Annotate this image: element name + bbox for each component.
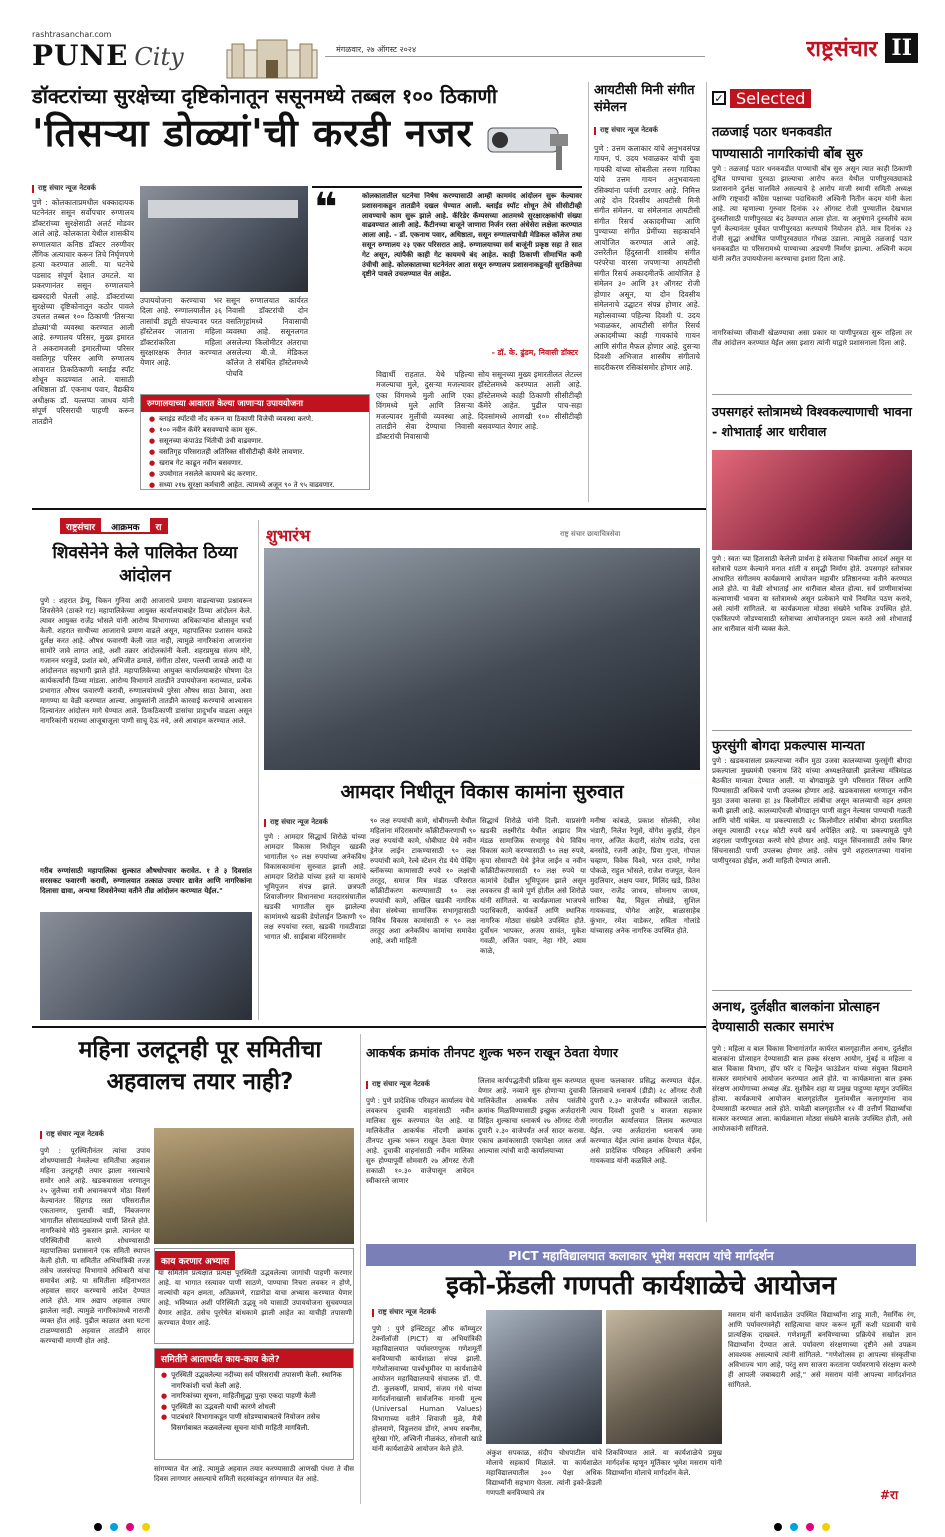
fursungi-headline: फुरसुंगी बोगदा प्रकल्पास मान्यता	[712, 739, 865, 754]
vikas-byline: राष्ट्र संचार न्यूज नेटवर्क	[264, 818, 328, 827]
pict-photo-1	[486, 1310, 602, 1444]
vikas-photo	[264, 548, 700, 770]
measures-list	[141, 412, 369, 493]
selected-label	[712, 88, 872, 108]
pict-col3: शिकविण्यात आले. या कार्यशाळेचे प्रमुख मार्गदर्शक म्हणून मूर्तिकार भूमेश मसराम यांनी विद्यार्थ्यांना मोलाचे मार्गदर्शन केले.	[606, 1449, 722, 1477]
divider	[712, 394, 912, 395]
music-text: पुणे : उत्तम कलाकार यांचे अनुभवसंपन्न गायन, पं. उदय भवाळकर यांची युवा गायकी यांच्या सोबतीला तरुण गायिका यांचे उत्तम गायन अनुभवायला रसिक्यांना पर्वणी ठरणार आहे. निमित्त आहे दोन दिवसीय आयटीसी मिनी संगीत संमेलन. या संमेलनात आयटीसी संगीत रिसर्च अकादमीच्या आणि पुण्याच्या संगीत प्रेमींच्या सहकार्याने आयोजित करण्यात आले आहे. उत्तरेतील हिंदुस्तानी शास्त्रीय संगीत परंपरेचा वारसा जपणाऱ्या आयटीसी संगीत रिसर्च अकादमीतर्फे आयोजित हे संमेलन ३० आणि ३१ ऑगस्ट रोजी होणार असून, या दोन दिवसीय संमेलनाचे उद्घाटन संपन्न होणार आहे. महोत्सवाच्या पहिल्या दिवशी पं. उदय भवाळकर, आयटीसी संगीत रिसर्च अकादमीच्या काही गायकांचे गायन आणि संगीत मैफल होणार आहे. दुसऱ्या दिवशी अभिजात शास्त्रीय संगीताचे सादरीकरण रसिकांसमोर होणार आहे.	[594, 144, 700, 372]
edition-label: PUNE	[32, 39, 129, 72]
divider	[258, 520, 259, 1020]
divider	[32, 508, 706, 510]
pict-col4: मसराम यांनी कार्यशाळेत उपस्थित विद्यार्थ्यांना शाडू माती, नैसर्गिक रंग, आणि पर्यावरणस्नेही साहित्याचा वापर करून मूर्ती कशी घडवावी याचे प्रात्यक्षिक दाखवले. गणेशमूर्ती बनविण्याच्या प्रक्रियेचे सखोल ज्ञान विद्यार्थ्यांना देण्यात आले. पर्यावरण संरक्षणाच्या दृष्टीने असे उपक्रम आवश्यक असल्याचे त्यांनी सांगितले. "गणेशोत्सव हा आपल्या संस्कृतीचा अविभाज्य भाग आहे, परंतु सण साजरा करताना पर्यावरणाचे संरक्षण करणे ही आपली जबाबदारी आहे," असे मसराम यांनी आपल्या मार्गदर्शनात सांगितले.	[728, 1311, 916, 1389]
aarakshan-col2: लिलाव कार्यपद्धतीची प्रक्रिया सुरू करण्यात येणार आहे. नव्याने सुरु होणाऱ्या दुचाकी मालिकेतील आकर्षक तसेच पसंतीचे क्रमांक मिळविण्यासाठी इच्छुक अर्जदारांनी विहित शुल्काचा धनाकर्ष २७ ऑगस्ट रोजी दुपारी २.३० वाजेपर्यंत अर्ज सादर करावा. एकाच क्रमांकासाठी एकापेक्षा जास्त अर्ज आल्यास त्यांची यादी कार्यालयाच्या	[478, 1077, 586, 1155]
measures-box	[140, 394, 370, 490]
done-item: ● पूरस्थिती का उद्भवली याची कारणे शोधली	[161, 1402, 276, 1411]
masthead-left	[32, 30, 232, 86]
lead-col2: उपाययोजना करण्याचा भर दिला आहे. रुग्णालयातील ३६ तासांची ड्यूटी संपल्यावर परत हॉस्टेलवर जाताना महिला डॉक्टरांकरिता महिला सुरक्षारक्षक तैनात करण्यात येणार आहे.	[140, 296, 222, 368]
vikas-section: शुभारंभ	[266, 526, 311, 545]
print-register-dots-right	[770, 1516, 834, 1535]
anath-text: पुणे : महिला व बाल विकास विभागांतर्गत कार्यरत बालगृहातील अनाथ, दुर्लक्षीत बालकांना प्रोत्साहन देण्यासाठी बाल हक्क संरक्षण आयोग, मुंबई व महिला व बाल विकास विभाग, हॉप फॉर द चिल्ड्रेन फाउंडेशन यांच्या संयुक्त विद्यमाने सत्कार समारंभाचे आयोजन करण्यात आले होते. या कार्यक्रमाला बाल हक्क संरक्षण आयोगाच्या अध्यक्ष ॲड. सुशीबेन शहा या प्रमुख पाहुण्या म्हणून उपस्थित होत्या. कार्यक्रमाचे आयोजन बालगृहांतील मुलांमधील कलागुणांना वाव देण्यासाठी करण्यात आले होते. यावेळी बालगृहातील १२ वी उत्तीर्ण विद्यार्थ्यांचा सत्कार करण्यात आला. कार्यक्रमाला मोठ्या संख्येने बालके उपस्थित होती, असे आयोजकांनी सांगितले.	[712, 1045, 912, 1133]
pict-byline: राष्ट्र संचार न्यूज नेटवर्क	[372, 1308, 436, 1317]
shiv-text: पुणे : शहरात डेंग्यू, चिकन गुनिया आदी आजाराचे प्रमाण वाढल्याच्या प्रश्नावरून शिवसेनेने (ठाकरे गट) महापालिकेच्या आयुक्त कार्यालयाबाहेर ठिय्या आंदोलन केले. त्यावर आयुक्त राजेंद्र भोसले यांनी आरोग्य विभागाच्या अधिकाऱ्यांना बोलावून चर्चा केली. शहरात साथीच्या आजाराचे प्रमाण वाढले असून, महापालिका प्रशासन याकडे दुर्लक्ष करत आहे. औषध फवारणी केली जात नाही, त्यामुळे नागरिकांना आजारांना सामोरे जावे लागत आहे, अशी तक्रार आंदोलकांनी केली. शहरप्रमुख संजय मोरे, गजानन थरकुडे, प्रशांत बधे, अभिजीत ढमाले, संगीता ठोसर, पल्लवी जावळे आदी या आंदोलनात सहभागी झाले होते. महापालिकेच्या आयुक्त कार्यालयाबाहेर घोषणा देत कार्यकर्त्यांनी ठिय्या मांडला. आरोग्य विभागाने तातडीने उपाययोजना कराव्यात, प्रत्येक प्रभागात औषध फवारणी करावी, रुग्णालयांमध्ये पुरेसा औषध साठा ठेवावा, अशा मागण्या या वेळी करण्यात आल्या. आयुक्तांनी तातडीने कारवाई करण्याचे आश्वासन दिल्यानंतर आंदोलन मागे घेण्यात आले. ठिकठिकाणी डासांचा प्रादुर्भाव वाढला असून नागरिकांनी घराच्या आजूबाजूला पाणी साचू देऊ नये, असे आवाहन करण्यात आले.	[40, 597, 252, 725]
flood-headline: महिना उलटूनही पूर समितीचा अहवालच तयार नाही?	[78, 1037, 322, 1095]
edition-script: City	[134, 43, 184, 71]
pict-headline: इको-फ्रेंडली गणपती कार्यशाळेचे आयोजन	[445, 1271, 837, 1301]
shiv-tag	[60, 518, 240, 534]
cctv-camera-icon	[470, 108, 580, 178]
divider	[588, 82, 589, 502]
aarakshan-headline: आकर्षक क्रमांक तीनपट शुल्क भरुन राखून ठेवता येणार	[366, 1045, 618, 1060]
divider	[706, 82, 707, 1222]
lead-col6: सोय ससूनच्या मुख्य इमारतीलत लेटल्ल हॉस्टेलमध्ये करण्यात आली आहे. हॉस्टेलमध्ये काही ठिकाणी सीसीटीव्ही कॅमेरे आहेत. पुढील पाच-सहा दिवसांमध्ये आणखी १०० सीसीटीव्ही बसवण्यात येणार आहे.	[478, 370, 582, 432]
checkbox-icon: ✓	[712, 91, 726, 105]
issue-date: मंगळवार, २७ ऑगस्ट २०२४	[336, 45, 417, 54]
flood-text: पुणे : पूरस्थितीनंतर त्यांचा उपाय शोधण्यासाठी नेमलेल्या समितीचा अहवाल महिना उलटूनही तयार झाला नसल्याचे समोर आले आहे. खडकवासला धरणातून २५ जुलैच्या रात्री अचानकपणे मोठा विसर्ग केल्यानंतर सिंहगड रस्ता परिसरातील एकतानगर, पुलाची वाडी, निंबजनगर भागातील सोसायट्यांमध्ये पाणी शिरले होते. नागरिकांचे मोठे नुकसान झाले. त्यानंतर या परिस्थितीची कारणे शोधण्यासाठी महापालिका प्रशासनाने एक समिती स्थापन केली होती. या समितीत अभियांत्रिकी तज्ज्ञ तसेच जलसंपदा विभागाचे अधिकारी यांचा समावेश आहे. या समितीला महिनाभरात अहवाल सादर करण्याचे आदेश देण्यात आले होते. मात्र अद्याप अहवाल तयार झालेला नाही. त्यामुळे नागरिकांमध्ये नाराजी व्यक्त होत आहे. पुढील काळात अशा घटना टाळण्यासाठी अहवाल तातडीने सादर करण्याची मागणी होत आहे.	[40, 1147, 150, 1345]
done-item: ● नागरिकांच्या सूचना, माहितीसुद्धा पुन्हा एकदा पाहणी केली	[161, 1392, 316, 1400]
measure-item: ● सध्या २१७ सुरक्षा कर्मचारी आहेत. त्यामध्ये अजून ९० ते ९५ वाढवणार.	[149, 481, 335, 489]
divider	[712, 990, 912, 991]
selected-h2: पाण्यासाठी नागरिकांची बोंब सुरु	[712, 147, 863, 162]
measure-item: ● खराब गेट काढून नवीन बसवणार.	[149, 459, 243, 467]
flood-done-title: समितीने आतापर्यंत काय-काय केले?	[155, 1349, 353, 1368]
fursungi-text: पुणे : खडकवासला प्रकल्पाच्या नवीन मुठा उजवा कालव्याच्या फुरसुंगी बोगदा प्रकल्पाला मुख्यमंत्री एकनाथ शिंदे यांच्या अध्यक्षतेखाली झालेल्या मंत्रिमंडळ बैठकीत मान्यता देण्यात आली. या बोगद्यामुळे पुणे परिसरात सिंचन आणि पिण्यासाठी अधिकचे पाणी उपलब्ध होणार आहे. खडकवासला धरणातून नवीन मुठा उजवा कालवा हा ३४ किलोमीटर लांबीचा असून कालव्याची वहन क्षमता कमी झाली आहे. कालव्याऐवजी बोगद्यातून पाणी वाहून नेल्यास पाण्याची गळती आणि चोरी थांबेल. या प्रकल्पासाठी २८ किलोमीटर लांबीचा बोगदा प्रस्तावित असून त्यासाठी २१६४ कोटी रुपये खर्च अपेक्षित आहे. या प्रकल्पामुळे पुणे शहराला पाणीपुरवठा करणे सोपे होणार आहे. यातून सिंचनासाठी तसेच बिगर सिंचनासाठी पाणी उपलब्ध होणार आहे. तसेच पुणे शहरालगतच्या गावांना पाणीपुरवठा होईल, अशी माहिती देण्यात आली.	[712, 757, 912, 865]
sassoon-photo	[140, 186, 308, 292]
anath-headline: अनाथ, दुर्लक्षीत बालकांना प्रोत्साहन देण्यासाठी सत्कार समारंभ	[712, 1000, 880, 1035]
vishwa-text: पुणे : स्वतः च्या हितासाठी केलेली प्रार्थना हे संकेताचा भिक्तीचा आदर्श असून या स्तोत्राचे पठण केल्याने मनात शांती व समृद्धी निर्माण होते. उपसगहरं स्तोत्रावर आधारित संगीतमय कार्यक्रमाचे आयोजन महावीर प्रतिष्ठानच्या वतीने करण्यात आले होते. या वेळी शोभाताई आर धारीवाल बोलत होत्या. सर्व प्राणीमात्रांच्या कल्याणाची भावना या स्तोत्रामध्ये असून प्रत्येकाने याचे नियमित पठण करावे, असे त्यांनी सांगितले. या कार्यक्रमाला मोठ्या संख्येने भाविक उपस्थित होते. एकत्रितपणे जोडण्यासाठी स्तोत्राच्या आयोजनातून प्रयत्न करते असे शोभाताई आर धारीवाल यांनी व्यक्त केले.	[712, 555, 912, 633]
print-register-dots-left	[90, 1516, 154, 1535]
end-mark: #रा	[880, 1488, 899, 1502]
masthead-rule	[325, 56, 705, 57]
flood-text-end: सांगण्यात येत आहे. त्यामुळे अहवाल तयार करण्यासाठी आणखी पंधरा ते वीस दिवस लागणार असल्याचे समिती सदस्यांकडून सांगण्यात येत आहे.	[154, 1465, 354, 1483]
vishwa-photo	[712, 450, 912, 550]
shiv-tag-label: आक्रमक	[101, 518, 149, 534]
pict-col1: पुणे : पुणे इन्स्टिट्यूट ऑफ कॉम्प्युटर टेक्नॉलॉजी (PICT) या अभियांत्रिकी महाविद्यालयात पर्यावरणपूरक गणेशमूर्ती बनविण्याची कार्यशाळा संपन्न झाली. गणेशोत्सवाच्या पार्श्वभूमीवर या कार्यशाळेचे आयोजन महाविद्यालयाचे संचालक डॉ. पी. टी. कुलकर्णी, प्राचार्य, संजय गंधे यांच्या मार्गदर्शनाखाली सार्वजनिक मानवी मूल्य (Universal Human Values) विभागाच्या वतीने शिवाजी मुळे, मैत्री होलमाणे, विठ्ठलराव डोंगरे, अभय सबनीस, सुरेखा गोरे, अश्विनी नीळकंठ, सोनाली खाडे यांनी कार्यशाळेचे आयोजन केले होते.	[372, 1325, 482, 1453]
shaniwarwada-illustration	[222, 30, 322, 80]
masthead-brand	[728, 28, 918, 68]
flood-photo	[154, 1128, 354, 1244]
shiv-quote: गरीब रुग्णांसाठी महापालिका शुल्कात औषधोपचार करावेत. १ ते ३ दिवसांत सरसकट फवारणी करावी, रुग्णालयात तत्काळ उपचार द्यावेत आणि नागरिकांना दिलासा द्यावा, अन्यथा शिवसेनेच्या वतीने तीव्र आंदोलन करण्यात येईल."	[40, 867, 252, 895]
flood-done-box	[154, 1348, 354, 1460]
divider	[32, 1026, 706, 1028]
music-byline: राष्ट्र संचार न्यूज नेटवर्क	[594, 126, 658, 135]
flood-byline: राष्ट्र संचार न्यूज नेटवर्क	[40, 1130, 104, 1139]
lead-col1: पुणे : कोलकाताप्रमधील धक्कादायक घटनेनंतर ससून सर्वोपचार रुग्णालय डॉक्टरांच्या सुरक्षेसाठी अलर्ट मोडवर आले आहे. कोलकाता येथील शासकीय रुग्णालयात कनिष्ठ डॉक्टर तरुणीवर लैंगिक अत्याचार करून तिचे निर्घृणपणे हत्या करण्यात आली. या घटनेचे पडसाद संपूर्ण देशात उमटले. या प्रकरणानंतर ससून रुग्णालयाने खबरदारी घेतली आहे. डॉक्टरांच्या सुरक्षेच्या दृष्टिकोनातून कठोर पावले उचलत तब्बल १०० ठिकाणी 'तिसऱ्या डोळ्यां'ची व्यवस्था करण्यात आली आहे. रुग्णालय परिसर, मुख्य इमारत ते अकरामजली इमारतीच्या परिसर वसतिगृह परिसर आणि रुग्णालय आवारात ठिकठिकाणी ब्लाईंड स्पॉट शोधून काढण्यात आले. यासाठी अधिष्ठाता डॉ. एकनाथ पवार, वैद्यकीय अधीक्षक डॉ. यल्लप्पा जाधव यांनी संपूर्ण परिसराची पाहणी करून तातडीने	[32, 198, 134, 426]
selected-text-body: पुणे : तळजाई पठार धनकवडीत पाण्याची बोंब सुरु असून त्यात काही ठिकाणी दूषित पाण्याचा पुरवठा झाल्याचा आरोप करत येथील पाणीपुरवठ्याकडे प्रशासनाने दुर्लक्ष चालविले असल्याचे हे आरोप माजी स्थायी समिती अध्यक्ष आणि राष्ट्रवादी काँग्रेस पक्षाच्या पदाधिकारी अश्विनी नितीन कदम यांनी केला आहे. त्या म्हणाल्या गुरुवार दिनांक २२ ऑगस्ट रोजी पुण्यातील देखभाल दुरुस्तीसाठी पाणीपुरवठा बंद ठेवण्यात आला होता. या अनुषंगाने दुरुस्तीचे काम पूर्ण केल्यानंतर पूर्ववत पाणीपुरवठा करण्याचे नियोजन होते. मात्र दिनांक २३ रोजी सुद्धा अधोषित पाणीपुरवठ्यात गोंधळ उडाला. त्यामुळे तळजाई पठार धनकवडीत या परिसरामध्ये पाण्याच्या अडचणी निर्माण झाल्या. अश्विनी कदम यांनी त्वरीत उपाययोजना करण्याचा इशारा दिला आहे.	[712, 165, 912, 263]
music-headline: आयटीसी मिनी संगीत संमेलन	[594, 83, 695, 115]
pict-photo-2	[606, 1310, 722, 1444]
shiv-tag-end: रा	[150, 518, 168, 534]
vishwa-headline: उपसगहरं स्तोत्रामध्ये विश्वकल्याणाची भावना - शोभाताई आर धारीवाल	[712, 404, 912, 439]
lead-byline: राष्ट्र संचार न्यूज नेटवर्क	[32, 184, 96, 193]
selected-text: Selected	[730, 89, 811, 108]
shiv-photo	[40, 912, 252, 1020]
flood-work-text: या समितीने प्रत्यक्षात प्रत्यक्ष पूरस्थिती उद्भवलेल्या जागांची पाहणी करणार आहे. या भागात रस्त्यावर पाणी साठणे, पाण्याचा निचरा लवकर न होणे, नाल्यांची वहन क्षमता, अतिक्रमणे, राडारोडा याचा अभ्यास करण्यात येणार आहे. भविष्यात अशी परिस्थिती उद्भवू नये यासाठी उपाययोजना सुचवण्यात येणार आहेत. तसेच पूररेषेत बांधकामे झाली आहेत का याचीही तपासणी करण्यात येणार आहे.	[158, 1269, 352, 1327]
shiv-headline: शिवसेनेने केले पालिकेत ठिय्या आंदोलन	[52, 543, 238, 586]
measure-item: ● ब्लाइंड स्पॉटची नोंद करून या ठिकाणी विजेची व्यवस्था करणे.	[149, 415, 314, 423]
vikas-col3: सिद्धार्थ शिरोळे यांनी दिली. याप्रसंगी खडकी लक्ष्मीरोड येथील आझाद मित्र मंडळ सामाजिक सभागृह येथे विविध विकास कामे करण्यासाठी ९० लक्ष रुपये, कृपा सोसायटी येथे ड्रेनेज लाईन व नवीन कॉंक्रीटीकरणासाठी १० लक्ष रुपये या कामांचे देखील भूमिपूजन झाले असून लवकरच ही कामे पूर्ण होतील असे शिरोळे यांनी सांगितले. या कार्यक्रमाला भाजपचे पदाधिकारी, कार्यकर्ते आणि स्थानिक नागरिक मोठ्या संख्येने उपस्थित होते. दुर्योधन भापकर, अजय सावंत, मुकेश गवळी, अजित पवार, नेहा गोरे, श्याम काळे,	[480, 817, 586, 955]
done-item: ● पाटबंधारे विभागाकडून पाणी सोडण्याबाबतचे नियोजन तसेच विसर्गाबाबत कळवलेल्या सूचना यांची माहिती मागविली.	[161, 1413, 320, 1432]
vikas-photo-credit: राष्ट्र संचार छायाचित्रसेवा	[560, 530, 621, 538]
vikas-col4: मनीषा कांबळे, प्रकाश सोलंकी, रमेश भंडारी, निलेश रेणुसे, योगेश कुर्हाडे, रोहन नागर, अजित केदारी, संतोष राठोड, दत्ता बनसोडे, रजनी आहेर, प्रिया गुप्ता, गोपाल चव्हाण, विवेक विश्वे, भरत दावरे, गणेश पोकळे, राहुल भोसले, राजेश राजपूत, चेतन मुदलियार, अक्षय पवार, मिलिंद खडे, प्रितेश पवार, राजेंद्र जाधव, सोमनाथ जाधव, सारिका वैद्य, विठ्ठल लोखंडे, सुशिल गायकवाड, योगेश आहेर, बाळासाहेब कुंभार, रमेश वाडेकर, सविता गोलांडे यांच्यासह अनेक नागरिक उपस्थित होते.	[590, 817, 700, 935]
measure-item: ● उपयोगात नसलेले कायमचे बंद करणार.	[149, 470, 258, 478]
measures-title: रुग्णालयाच्या आवारात केल्या जाणाऱ्या उपाययोजना	[141, 395, 369, 412]
lead-quote-sign: - डॉ. के. ढुंडम, निवासी डॉक्टर	[491, 348, 578, 357]
page-number: II	[885, 33, 918, 63]
flood-work-title: काय करणार अभ्यास	[155, 1251, 235, 1270]
lead-col5: विद्यार्थी राहतात. येथे पहिल्या मजल्याचा मुले, दुसऱ्या मजल्यावर एका विंगमध्ये मुली आणि एका विंगमध्ये मुले आणि तिसऱ्या मजल्यावर मुलींची व्यवस्था आहे. तातडीने सेवा देण्याचा निवासी डॉक्टरांची निवासाची	[376, 370, 474, 442]
lead-headline: 'तिसऱ्या डोळ्यां'ची करडी नजर	[32, 111, 473, 155]
lead-quote: कोलकातातील घटनेचा निषेध करण्यासाठी आम्ही काममंद आंदोलन सुरू केल्यावर प्रशासनाकडून तातडीने दखल घेण्यात आली. ब्लाईंड स्पॉट शोधून तेथे सीसीटीव्ही लावण्याचे काम सुरू झाले आहे. कॅरिडेर कॅम्पसच्या आतमध्ये सुरक्षारक्षकांची संख्या वाढवण्यात आली आहे. कैंटीनच्या बाजूने जाणारा निर्जन रस्ता अंधेसेरा लक्षेला करण्यात आला आहे. - डॉ. एकनाथ पवार, अधिष्ठाता, ससून रुग्णालयाचेडी मेडिकल कॉलेज तथा ससून रुग्णालय २३ एकर परिसरात आहे. रुग्णालयाच्या सर्व बाजूंनी प्रकृष्ठ सहा ते सात गेट असून, त्यांपैकी काही गेट कायमचे बंद आहेत. काही ठिकाणी सीमाभिंत कमी उंचीची आहे. कोलकाताच्या घटनेनंतर आता ससून रुग्णालय प्रशासनाकडूनही सुरक्षितेच्या दृष्टीने पावले उचलण्यात येत आहेत.	[362, 192, 582, 279]
vikas-col2: ९० लक्ष रुपयांची कामे, धोबीगल्ली येथील महिलांना मंदिरासमोर कॉंक्रीटीकरणाची ९० लक्ष रुपयांची कामे, धोबीघाट येथे नवीन ड्रेनेज लाईन टाकण्यासाठी ९० लक्ष रुपयांची कामे, रेल्वे स्टेशन रोड येथे पेव्हिंग ब्लॉकच्या कामासाठी रुपये १० लक्षांची तरतूद, समाज मित्र मंडळ परिसरात कॉंक्रीटीकरण करण्यासाठी ९० लक्ष रुपयांची कामे, अखिल खडकी नागरिक सेवा संस्थेच्या सामाजिक सभागृहासाठी विविध विकास कामांसाठी रु ९० लक्ष तरतूद अशा अनेकविध कामांचा समावेश आहे, अशी माहिती	[370, 817, 476, 945]
lead-kicker: डॉक्टरांच्या सुरक्षेच्या दृष्टिकोनातून ससूनमध्ये तब्बल १०० ठिकाणी	[32, 84, 498, 108]
shiv-tag-brand: राष्ट्रसंचार	[60, 518, 101, 534]
aarakshan-byline: राष्ट्र संचार न्यूज नेटवर्क	[366, 1080, 430, 1089]
divider	[360, 1034, 361, 1504]
vikas-headline: आमदार निधीतून विकास कामांना सुरुवात	[340, 781, 624, 803]
site-url: rashtrasanchar.com	[32, 30, 112, 39]
aarakshan-col1: पुणे : पुणे प्रादेशिक परिवहन कार्यालय येथे लवकरच दुचाकी वाहनांसाठी नवीन मालिका सुरू करण्यात येत आहे. या मालिकेतील आकर्षक नोंदणी क्रमांक तीनपट शुल्क भरून राखून ठेवता येणार आहे. दुचाकी वाहनांसाठी नवीन मालिका सुरु होण्यापूर्वी सोमवारी २७ ऑगस्ट रोजी सकाळी १०.३० वाजेपासून आवेदन स्वीकारले जाणार	[366, 1097, 474, 1185]
done-item: ● पूरस्थिती उद्भवलेल्या नदीच्या सर्व परिसराची तपासणी केली. स्थानिक नागरिकांशी चर्चा केली आहे.	[161, 1371, 342, 1390]
divider	[712, 730, 912, 731]
measure-item: ● १०० नवीन कॅमेरे बसवण्याचे काम सुरू.	[149, 426, 258, 434]
brand-logo: राष्ट्रसंचार	[806, 37, 878, 62]
selected-text-body2: नागरिकांच्या जीवाशी खेळण्याचा असा प्रकार या पाणीपुरवठा सुरू राहिला तर तीव्र आंदोलन करण्यात येईल असा इशारा त्यांनी याद्वारे प्रशासनाला दिला आहे.	[712, 329, 912, 347]
pict-banner: PICT महाविद्यालयात कलाकार भूमेश मसराम यांचे मार्गदर्शन	[366, 1244, 916, 1266]
aarakshan-col3: सूचना फलकावर प्रसिद्ध करण्यात येईल. लिलावाचे धनाकर्ष (डीडी) २८ ऑगस्ट रोजी दुपारी २.३० वाजेपर्यंत स्वीकारले जातील. त्याच दिवशी दुपारी ४ वाजता सहकार नगरातील कार्यालयात लिलाव करण्यात येईल. ज्या अर्जदारांना धनाकर्ष जमा करण्यात येईल त्यांना क्रमांक देण्यात येईल, असे प्रादेशिक परिवहन अधिकारी अर्चना गायकवाड यांनी कळविले आहे.	[590, 1077, 702, 1165]
flood-done-list	[155, 1368, 353, 1435]
measure-item: ● वसतिगृह परिसरातही अतिरिक्त सीसीटीव्ही कॅमेरे लावणार.	[149, 448, 305, 456]
lead-col3: ससून रुग्णालयात कार्यरत निवासी डॉक्टरांची दोन वसतिगृहांमध्ये निवासाची व्यवस्था आहे. ससूनलगत असलेल्या किलोमीटर अंतराचा असलेल्या बी.जे. मेडिकल कॉलेज ते संबंधित हॉस्टेलमध्ये पोचवि	[226, 296, 308, 378]
pict-col2: अंकुश सपकाळ, संदीप चोधपाटील यांचे मोलाचे सहकार्य मिळाले. या कार्यशाळेत महाविद्यालयातील ३०० पेक्षा अधिक विद्यार्थ्यांनी सहभाग घेतला. त्यांनी इको-फ्रेंडली गणपती बनविण्याचे तंत्र	[486, 1449, 602, 1497]
vikas-col1: पुणे : आमदार सिद्धार्थ शिरोळे यांच्या आमदार विकास निधीतून खडकी भागातील ९० लक्ष रुपयांच्या अनेकविध विकासकामांना सुरुवात झाली आहे. आमदार शिरोळे यांच्या हस्ते या कामांचे भूमिपूजन संपन्न झाले. छत्रपती शिवाजीनगर विधानसभा मतदारसंघातील खडकी भागातील सुरु झालेल्या कामांमध्ये खडकी डेपोलाईन ठिकाणी ९० लक्ष रुपयांचा रस्ता, खडकी गावठीवाडा भागात श्री. साईबाबा मंदिरासमोर	[264, 833, 366, 941]
lead-quote-box	[312, 186, 582, 364]
quote-mark-icon: ❝	[314, 185, 338, 231]
measure-item: ● ससूनच्या कंपाउंड भिंतीची उंची वाढवणार.	[149, 437, 264, 445]
selected-h1: तळजाई पठार धनकवडीत	[712, 125, 832, 140]
